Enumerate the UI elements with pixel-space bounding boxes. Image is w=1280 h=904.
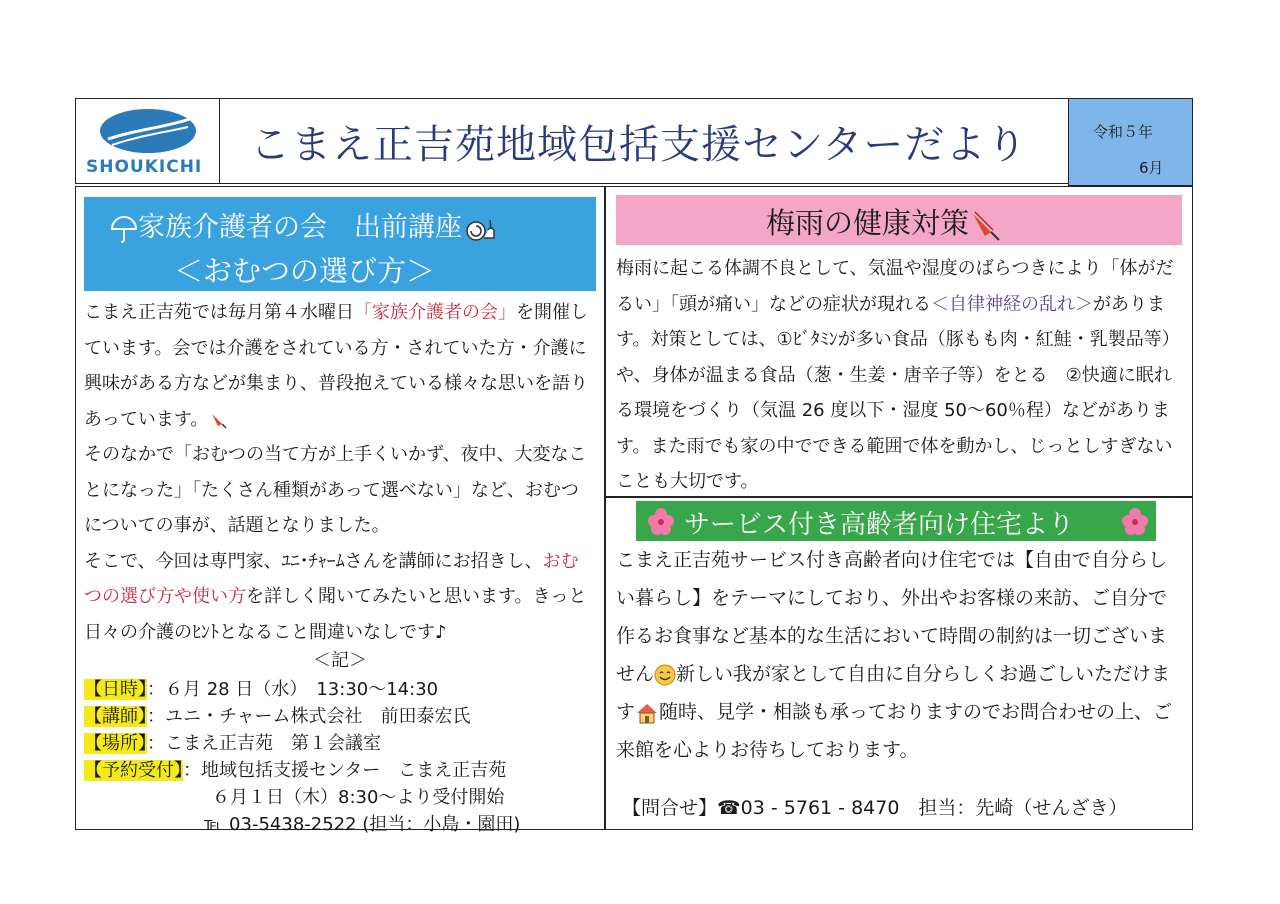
info-lecturer-value: ：ユニ・チャーム株式会社 前田泰宏氏 (147, 706, 471, 727)
info-date-value: ：６月 28 日（水） 13:30～14:30 (147, 679, 439, 700)
info-reservation-start: ６月１日（木）8:30～より受付開始 (212, 787, 505, 808)
rainy-season-highlight: ＜自律神経の乱れ＞ (931, 293, 1093, 315)
senior-housing-text-end: 随時、見学・相談も承っておりますのでお問合わせの上、ご来館を心よりお待ちしております。 (616, 701, 1173, 761)
hibiscus-icon (1120, 507, 1150, 535)
shoukichi-logo-icon (98, 105, 198, 157)
senior-housing-contact: 【問合せ】☎03 - 5761 - 8470 担当：先崎（せんざき） (622, 797, 1128, 819)
title-box (219, 98, 1069, 184)
umbrella-closed-icon (969, 208, 1003, 242)
snail-icon (462, 214, 496, 244)
notice-heading: ＜記＞ (313, 650, 367, 671)
logo-box (75, 98, 220, 184)
info-place-label: 【場所】 (84, 733, 147, 754)
house-icon (635, 702, 659, 724)
senior-housing-text: こまえ正吉苑サービス付き高齢者向け住宅では【自由で自分らしい暮らし】をテーマにしており、外出やお客様の来訪、ご自分で作るお食事など基本的な生活において時間の制約は一切ございません (616, 549, 1168, 685)
info-reservation (84, 757, 596, 784)
lecture-highlight: おむつの選び方や使い方 (84, 550, 579, 607)
rainy-season-text-cont: があります。対策としては、①ﾋﾞﾀﾐﾝが多い食品（豚もも肉・紅鮭・乳製品等）や、身体が温まる食品（葱・生姜・唐辛子等）をとる ②快適に眠れる環境をづくり（気温 26 度以下・湿度 50～60％程）などがあります。また雨でも家の中でできる範囲で体を動かし、じっとしすぎないことも大切です。 (616, 293, 1180, 492)
rainy-season-text: 梅雨に起こる体調不良として、気温や湿度のばらつきにより「体がだるい」「頭が痛い」などの症状が現れる (616, 258, 1174, 315)
paragraph-topic: そのなかで「おむつの当て方が上手くいかず、夜中、大変なことになった」「たくさん種類があって選べない」など、おむつについての事が、話題となりました。 (84, 444, 587, 536)
intro-text: こまえ正吉苑では毎月第４水曜日 (84, 302, 354, 323)
info-reservation-label: 【予約受付】 (84, 760, 183, 781)
senior-housing-body (616, 541, 1184, 769)
page-title: こまえ正吉苑地域包括支援センターだより (250, 122, 1028, 168)
banner-title-line1 (110, 205, 496, 244)
banner-subtitle: ＜おむつの選び方＞ (174, 254, 436, 288)
paragraph-intro (84, 295, 596, 437)
info-date (84, 676, 596, 703)
rainy-season-body (616, 251, 1184, 500)
info-place (84, 730, 596, 757)
intro-text-cont: を開催しています。会では介護をされている方・されていた方・介護に興味がある方などが集まり、普段抱えている様々な思いを語りあっています。 (84, 302, 588, 430)
info-reservation-value: ：地域包括支援センター こまえ正吉苑 (183, 760, 507, 781)
banner-title-text: 家族介護者の会 出前講座 (138, 212, 462, 243)
rainy-season-title (766, 201, 1003, 242)
senior-housing-section (605, 496, 1193, 830)
rainy-season-title-text: 梅雨の健康対策 (766, 206, 970, 240)
info-lecturer (84, 703, 596, 730)
senior-housing-title: サービス付き高齢者向け住宅より (684, 510, 1075, 540)
date-month: 6月 (1139, 159, 1164, 177)
hibiscus-icon (646, 507, 676, 535)
intro-highlight: 「家族介護者の会」 (354, 302, 516, 323)
lecture-text: そこで、今回は専門家、ﾕﾆ･ﾁｬｰﾑさんを講師にお招きし、 (84, 550, 543, 572)
info-lecturer-label: 【講師】 (84, 706, 147, 727)
rainy-season-section (605, 186, 1193, 498)
info-date-label: 【日時】 (84, 679, 147, 700)
senior-housing-text-cont: 新しい我が家として自由に自分らしくお過ごしいただけます (616, 663, 1171, 723)
umbrella-icon (110, 215, 138, 243)
date-box (1068, 98, 1193, 186)
info-place-value: ：こまえ正吉苑 第１会議室 (147, 733, 381, 754)
section-banner (84, 197, 596, 291)
senior-housing-banner (636, 501, 1156, 541)
lecture-text-cont: を詳しく聞いてみたいと思います。きっと日々の介護のﾋﾝﾄとなること間違いなしです♪ (84, 586, 587, 643)
rainy-season-banner (616, 195, 1182, 245)
date-era: 令和５年 (1093, 123, 1154, 141)
section-body (84, 295, 596, 838)
umbrella-closed-icon (208, 410, 228, 430)
family-caregiver-section (75, 186, 605, 835)
smiley-icon (654, 664, 676, 686)
paragraph-lecture (84, 544, 596, 651)
info-telephone: ℡ 03-5438-2522 (担当：小島・園田) (204, 814, 521, 835)
logo-text: SHOUKICHI (86, 157, 203, 177)
